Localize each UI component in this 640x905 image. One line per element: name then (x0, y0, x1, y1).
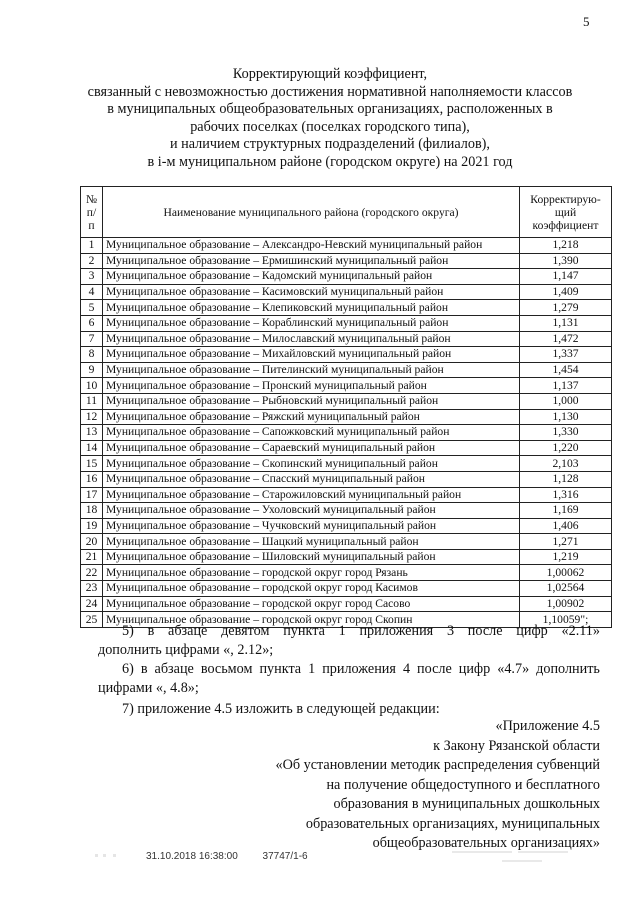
row-name: Муниципальное образование – Михайловский муниципальный район (103, 347, 520, 363)
row-coef: 1,130 (520, 409, 612, 425)
title-line: и наличием структурных подразделений (филиалов), (170, 136, 490, 153)
row-coef: 1,218 (520, 238, 612, 254)
word: «2.11» (561, 623, 600, 639)
table-row (81, 518, 612, 534)
row-name: Муниципальное образование – Скопинский муниципальный район (103, 456, 520, 472)
row-num: 23 (81, 581, 103, 597)
row-coef: 1,390 (520, 253, 612, 269)
table-row (81, 425, 612, 441)
word: «4.7» (497, 661, 530, 677)
row-coef: 1,128 (520, 471, 612, 487)
document-title (60, 66, 600, 172)
word: 1 (338, 623, 346, 639)
word: цифр (516, 623, 548, 639)
row-coef: 1,279 (520, 300, 612, 316)
row-coef: 1,330 (520, 425, 612, 441)
table-row (81, 503, 612, 519)
row-num: 6 (81, 315, 103, 331)
row-num: 12 (81, 409, 103, 425)
row-num: 24 (81, 596, 103, 612)
paragraph-5-line-2: дополнить цифрами «, 2.12»; (98, 642, 274, 658)
row-name: Муниципальное образование – Ряжский муниципальный район (103, 409, 520, 425)
word: дополнить (536, 661, 600, 677)
word: 5) (122, 623, 134, 639)
row-coef: 1,147 (520, 269, 612, 285)
title-line: в i-м муниципальном районе (городском округе) на 2021 год (147, 153, 513, 170)
row-coef: 1,131 (520, 315, 612, 331)
row-name: Муниципальное образование – Чучковский муниципальный район (103, 518, 520, 534)
table-row (81, 331, 612, 347)
word: восьмом (200, 661, 253, 677)
table-row (81, 238, 612, 254)
row-num: 10 (81, 378, 103, 394)
row-num: 14 (81, 440, 103, 456)
annex-line: «Об установлении методик распределения субвенций (275, 757, 600, 773)
page-number: 5 (583, 14, 590, 29)
row-name: Муниципальное образование – Старожиловский муниципальный район (103, 487, 520, 503)
table-row (81, 534, 612, 550)
row-num: 5 (81, 300, 103, 316)
row-num: 22 (81, 565, 103, 581)
word: 3 (446, 623, 455, 639)
annex-line: образовательных организациях, муниципальных (305, 815, 600, 832)
row-coef: 1,271 (520, 534, 612, 550)
row-name: Муниципальное образование – городской округ город Сасово (103, 596, 520, 612)
header-num: № п/п (81, 187, 103, 238)
word: девятом (221, 623, 270, 639)
table-row (81, 440, 612, 456)
row-num: 18 (81, 503, 103, 519)
row-num: 8 (81, 347, 103, 363)
row-name: Муниципальное образование – Ухоловский муниципальный район (103, 503, 520, 519)
row-num: 9 (81, 362, 103, 378)
row-num: 2 (81, 253, 103, 269)
table-row (81, 549, 612, 565)
word: цифр (458, 661, 491, 677)
header-name: Наименование муниципального района (городского округа) (103, 187, 520, 238)
row-coef: 2,103 (520, 456, 612, 472)
paragraph-7: 7) приложение 4.5 изложить в следующей редакции: (122, 701, 440, 717)
row-coef: 1,00902 (520, 596, 612, 612)
table-row (81, 253, 612, 269)
row-name: Муниципальное образование – Сараевский муниципальный район (103, 440, 520, 456)
row-num: 16 (81, 471, 103, 487)
row-num: 11 (81, 393, 103, 409)
word: 1 (308, 661, 316, 677)
word: после (467, 623, 503, 639)
paragraph-6-line-2: цифрами «, 4.8»; (98, 680, 199, 696)
row-num: 15 (81, 456, 103, 472)
word: приложения (322, 661, 396, 677)
word: абзаце (168, 623, 208, 639)
row-name: Муниципальное образование – Шацкий муниципальный район (103, 534, 520, 550)
annex-line: образования в муниципальных дошкольных (333, 796, 600, 812)
row-coef: 1,220 (520, 440, 612, 456)
table-row (81, 269, 612, 285)
footer-doc-id: 37747/1-6 (262, 851, 308, 862)
annex-line: общеобразовательных организациях» (372, 835, 600, 851)
annex-line: к Закону Рязанской области (433, 737, 600, 754)
row-coef: 1,454 (520, 362, 612, 378)
word: в (147, 623, 155, 639)
table-row (81, 315, 612, 331)
table-row (81, 347, 612, 363)
row-name: Муниципальное образование – Сапожковский муниципальный район (103, 425, 520, 441)
row-name: Муниципальное образование – Рыбновский муниципальный район (103, 393, 520, 409)
annex-line: «Приложение 4.5 (495, 718, 600, 734)
row-name: Муниципальное образование – городской округ город Касимов (103, 581, 520, 597)
word: приложения (359, 623, 434, 639)
table-row (81, 581, 612, 597)
paragraph-6-line-1 (122, 660, 600, 679)
row-coef: 1,000 (520, 393, 612, 409)
row-num: 1 (81, 238, 103, 254)
table-row (81, 471, 612, 487)
table-body (81, 238, 612, 628)
row-coef: 1,10059"; (520, 612, 612, 628)
table-row (81, 284, 612, 300)
word: абзаце (154, 661, 194, 677)
word: 4 (402, 661, 411, 677)
row-num: 20 (81, 534, 103, 550)
word: в (140, 661, 148, 677)
row-name: Муниципальное образование – Ермишинский муниципальный район (103, 253, 520, 269)
faint-mark (95, 850, 125, 862)
table-row (81, 409, 612, 425)
table-row (81, 456, 612, 472)
row-num: 17 (81, 487, 103, 503)
footer (146, 851, 330, 862)
table-row (81, 596, 612, 612)
row-name: Муниципальное образование – Кадомский муниципальный район (103, 269, 520, 285)
row-name: Муниципальное образование – Пронский муниципальный район (103, 378, 520, 394)
table-row (81, 565, 612, 581)
row-coef: 1,409 (520, 284, 612, 300)
row-name: Муниципальное образование – городской округ город Рязань (103, 565, 520, 581)
footer-timestamp: 31.10.2018 16:38:00 (146, 851, 238, 862)
row-coef: 1,02564 (520, 581, 612, 597)
table-row (81, 362, 612, 378)
row-coef: 1,406 (520, 518, 612, 534)
row-num: 21 (81, 549, 103, 565)
row-name: Муниципальное образование – городской округ город Скопин (103, 612, 520, 628)
row-name: Муниципальное образование – Милославский муниципальный район (103, 331, 520, 347)
row-coef: 1,316 (520, 487, 612, 503)
row-coef: 1,137 (520, 378, 612, 394)
faint-stamp (452, 848, 592, 868)
row-num: 4 (81, 284, 103, 300)
row-coef: 1,00062 (520, 565, 612, 581)
coefficient-table (80, 186, 612, 628)
table-header-row (81, 187, 612, 238)
row-name: Муниципальное образование – Спасский муниципальный район (103, 471, 520, 487)
annex-header (276, 717, 600, 854)
row-name: Муниципальное образование – Шиловский муниципальный район (103, 549, 520, 565)
table-row (81, 487, 612, 503)
row-name: Муниципальное образование – Клепиковский муниципальный район (103, 300, 520, 316)
title-line: Корректирующий коэффициент, (232, 66, 428, 82)
row-num: 19 (81, 518, 103, 534)
row-name: Муниципальное образование – Пителинский муниципальный район (103, 362, 520, 378)
row-coef: 1,337 (520, 347, 612, 363)
word: пункта (259, 661, 302, 677)
row-num: 3 (81, 269, 103, 285)
row-coef: 1,472 (520, 331, 612, 347)
paragraph-5-line-1 (122, 622, 600, 641)
annex-line: на получение общедоступного и бесплатного (326, 776, 600, 793)
title-line: связанный с невозможностью достижения нормативной наполняемости классов (87, 83, 573, 100)
table-row (81, 393, 612, 409)
row-num: 7 (81, 331, 103, 347)
title-line: в муниципальных общеобразовательных организациях, расположенных в (107, 101, 553, 118)
row-coef: 1,169 (520, 503, 612, 519)
row-name: Муниципальное образование – Касимовский муниципальный район (103, 284, 520, 300)
word: после (417, 661, 452, 677)
table-row (81, 300, 612, 316)
row-coef: 1,219 (520, 549, 612, 565)
word: 6) (122, 661, 134, 677)
title-line: рабочих поселках (поселках городского типа), (190, 118, 470, 135)
row-num: 25 (81, 612, 103, 628)
row-num: 13 (81, 425, 103, 441)
row-name: Муниципальное образование – Александро-Невский муниципальный район (103, 238, 520, 254)
header-coef: Корректирую-щий коэффициент (520, 187, 612, 238)
word: пункта (283, 623, 325, 639)
row-name: Муниципальное образование – Кораблинский муниципальный район (103, 315, 520, 331)
table-row (81, 378, 612, 394)
